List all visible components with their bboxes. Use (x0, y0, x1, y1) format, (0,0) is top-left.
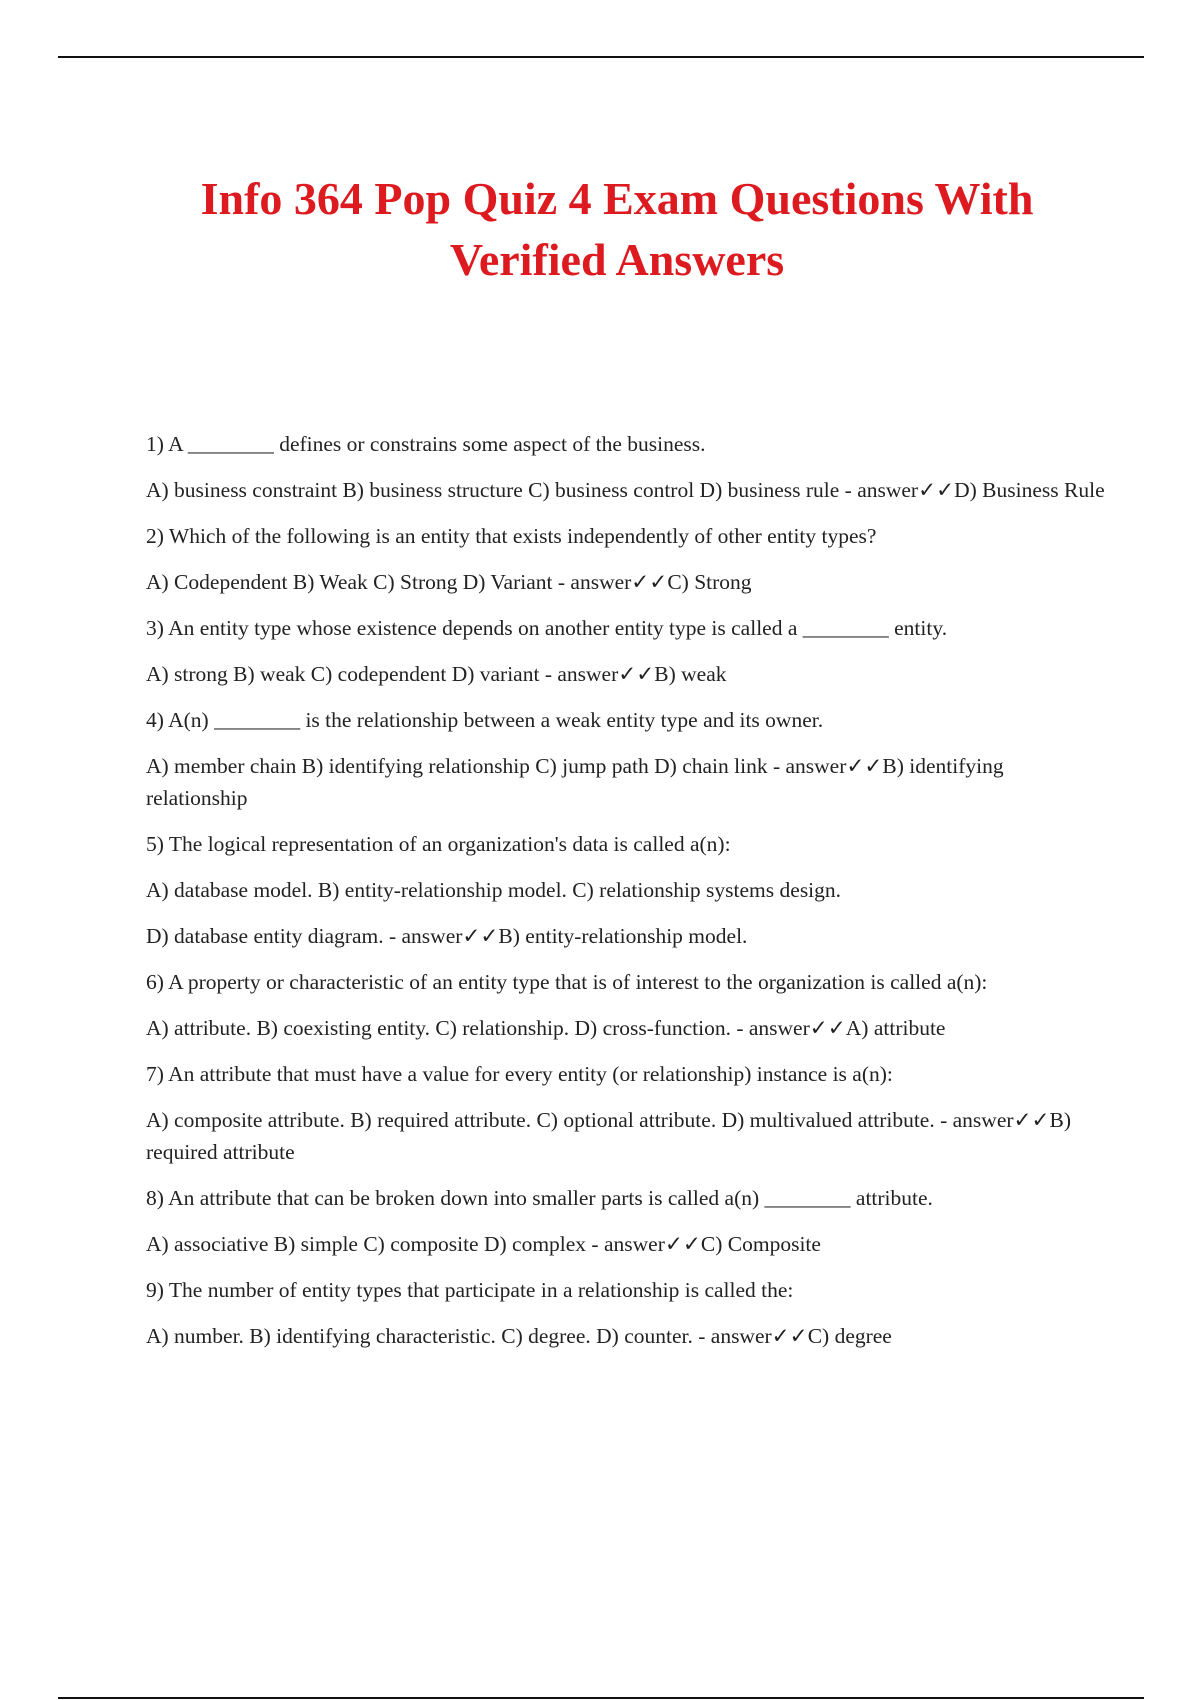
quiz-content (146, 428, 1106, 1366)
answer-6: A) attribute. B) coexisting entity. C) relationship. D) cross-function. - answer✓✓A) attribute (146, 1016, 946, 1040)
header-rule (58, 56, 1144, 58)
question-1: 1) A ________ defines or constrains some aspect of the business. (146, 432, 706, 456)
answer-5: D) database entity diagram. - answer✓✓B) entity-relationship model. (146, 924, 748, 948)
answer-5-options: A) database model. B) entity-relationship model. C) relationship systems design. (146, 878, 842, 902)
answer-8: A) associative B) simple C) composite D) complex - answer✓✓C) Composite (146, 1232, 821, 1256)
answer-1: A) business constraint B) business structure C) business control D) business rule - answer✓✓D) Business Rule (146, 478, 1105, 502)
question-8: 8) An attribute that can be broken down into smaller parts is called a(n) ________ attribute. (146, 1186, 933, 1210)
question-6: 6) A property or characteristic of an entity type that is of interest to the organization is called a(n): (146, 970, 988, 994)
question-7: 7) An attribute that must have a value for every entity (or relationship) instance is a(n): (146, 1062, 893, 1086)
footer-rule (58, 1697, 1144, 1699)
question-5: 5) The logical representation of an organization's data is called a(n): (146, 832, 731, 856)
answer-4: A) member chain B) identifying relationship C) jump path D) chain link - answer✓✓B) identifying relationship (146, 754, 1004, 810)
answer-7: A) composite attribute. B) required attribute. C) optional attribute. D) multivalued attribute. - answer✓✓B) required attribute (146, 1108, 1072, 1164)
document-title-line-2: Verified Answers (449, 234, 785, 285)
document-title (100, 168, 1134, 290)
answer-2: A) Codependent B) Weak C) Strong D) Variant - answer✓✓C) Strong (146, 570, 752, 594)
document-title-line-1: Info 364 Pop Quiz 4 Exam Questions With (200, 173, 1034, 224)
answer-9: A) number. B) identifying characteristic. C) degree. D) counter. - answer✓✓C) degree (146, 1324, 892, 1348)
answer-3: A) strong B) weak C) codependent D) variant - answer✓✓B) weak (146, 662, 727, 686)
question-4: 4) A(n) ________ is the relationship between a weak entity type and its owner. (146, 708, 824, 732)
question-2: 2) Which of the following is an entity that exists independently of other entity types? (146, 524, 877, 548)
question-9: 9) The number of entity types that participate in a relationship is called the: (146, 1278, 794, 1302)
question-3: 3) An entity type whose existence depends on another entity type is called a ________ entity. (146, 616, 948, 640)
